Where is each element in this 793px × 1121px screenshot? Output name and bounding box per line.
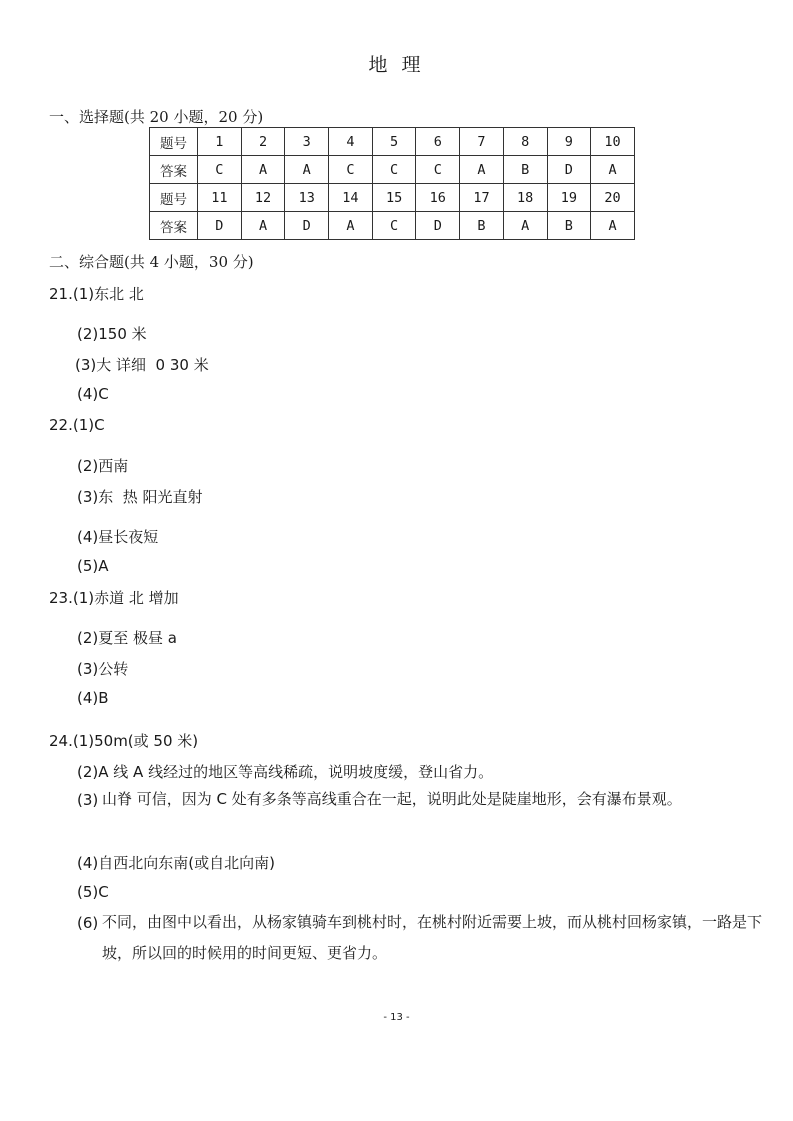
table-cell: 19 [547, 184, 591, 212]
table-cell: D [285, 212, 329, 240]
table-cell: C [198, 156, 242, 184]
table-cell: 10 [591, 128, 635, 156]
table-cell: 8 [503, 128, 547, 156]
table-cell: B [503, 156, 547, 184]
q22-answer-5: (5)A [77, 557, 109, 575]
table-cell: 答案 [150, 156, 198, 184]
table-cell: 14 [329, 184, 373, 212]
section-1-heading: 一、选择题(共 20 小题，20 分) [49, 108, 264, 126]
q24-answer-4: (4)自西北向东南(或自北向南) [77, 854, 275, 872]
q24-answer-3: 山脊 可信，因为 C 处有多条等高线重合在一起，说明此处是陡崖地形，会有瀑布景观。 [102, 790, 682, 808]
q24-answer-5: (5)C [77, 883, 109, 901]
table-cell: D [547, 156, 591, 184]
table-cell: A [591, 212, 635, 240]
table-cell: 答案 [150, 212, 198, 240]
table-cell: A [241, 156, 285, 184]
table-cell: B [460, 212, 504, 240]
table-cell: 9 [547, 128, 591, 156]
table-cell: A [285, 156, 329, 184]
table-cell: 7 [460, 128, 504, 156]
page-title: 地 理 [368, 54, 425, 76]
table-cell: A [460, 156, 504, 184]
q24-answer-3-label: (3) [77, 791, 99, 809]
table-cell: C [372, 156, 416, 184]
q21-answer-3: (3)大 详细 0 30 米 [75, 356, 209, 374]
q22-answer-1: 22.(1)C [49, 416, 105, 434]
table-cell: 2 [241, 128, 285, 156]
table-cell: 11 [198, 184, 242, 212]
q24-answer-2: (2)A 线 A 线经过的地区等高线稀疏，说明坡度缓，登山省力。 [77, 763, 494, 781]
table-cell: D [416, 212, 460, 240]
table-cell: 5 [372, 128, 416, 156]
table-cell: 1 [198, 128, 242, 156]
table-cell: C [329, 156, 373, 184]
table-cell: A [503, 212, 547, 240]
q24-answer-6-label: (6) [77, 914, 99, 932]
table-cell: 20 [591, 184, 635, 212]
q23-answer-4: (4)B [77, 689, 109, 707]
table-cell: C [372, 212, 416, 240]
table-cell: A [241, 212, 285, 240]
table-cell: D [198, 212, 242, 240]
q21-answer-2: (2)150 米 [77, 325, 147, 343]
q22-answer-3: (3)东 热 阳光直射 [77, 488, 203, 506]
q21-answer-1: 21.(1)东北 北 [49, 285, 144, 303]
table-cell: A [329, 212, 373, 240]
answer-table [149, 127, 635, 240]
table-row [150, 184, 635, 212]
q21-answer-4: (4)C [77, 385, 109, 403]
section-2-heading: 二、综合题(共 4 小题，30 分) [49, 253, 254, 271]
table-row [150, 212, 635, 240]
table-cell: 题号 [150, 128, 198, 156]
q23-answer-3: (3)公转 [77, 660, 129, 678]
table-cell: C [416, 156, 460, 184]
table-cell: 13 [285, 184, 329, 212]
q22-answer-2: (2)西南 [77, 457, 129, 475]
q22-answer-4: (4)昼长夜短 [77, 528, 159, 546]
q24-answer-1: 24.(1)50m(或 50 米) [49, 732, 199, 750]
page-number: - 13 - [383, 1012, 410, 1023]
q24-answer-6: 不同，由图中以看出，从杨家镇骑车到桃村时，在桃村附近需要上坡，而从桃村回杨家镇，一路是下坡，所以回的时候用的时间更短、更省力。 [102, 913, 763, 962]
table-cell: 16 [416, 184, 460, 212]
table-cell: 3 [285, 128, 329, 156]
q23-answer-2: (2)夏至 极昼 a [77, 629, 177, 647]
table-row [150, 128, 635, 156]
table-row [150, 156, 635, 184]
table-cell: 12 [241, 184, 285, 212]
q23-answer-1: 23.(1)赤道 北 增加 [49, 589, 179, 607]
table-cell: 18 [503, 184, 547, 212]
table-cell: 6 [416, 128, 460, 156]
table-cell: 4 [329, 128, 373, 156]
table-cell: A [591, 156, 635, 184]
table-cell: B [547, 212, 591, 240]
table-cell: 17 [460, 184, 504, 212]
table-cell: 题号 [150, 184, 198, 212]
table-cell: 15 [372, 184, 416, 212]
